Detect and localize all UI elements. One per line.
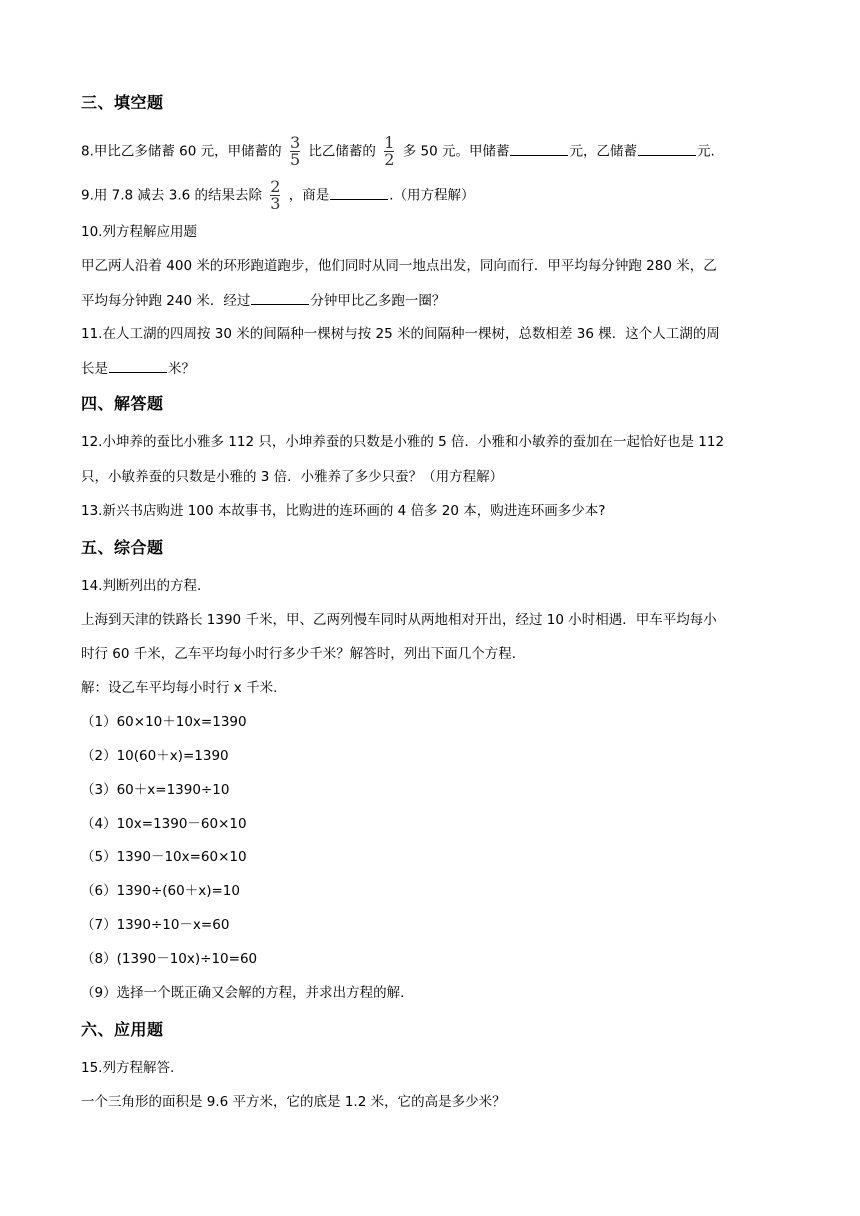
fraction-numerator: 1 bbox=[384, 133, 395, 152]
question-12-line-1: 12.小坤养的蚕比小雅多 112 只，小坤养蚕的只数是小雅的 5 倍．小雅和小敏养的蚕加在一起恰好也是 112 bbox=[81, 434, 725, 450]
q9-text-c: .（用方程解） bbox=[389, 187, 475, 204]
equation-item-6: （6）1390÷(60＋x)=10 bbox=[81, 883, 240, 899]
q8-text-d: 元，乙储蓄 bbox=[569, 143, 637, 160]
section-heading-comprehensive: 五、综合题 bbox=[81, 538, 164, 557]
question-13: 13.新兴书店购进 100 本故事书，比购进的连环画的 4 倍多 20 本，购进连环画多少本? bbox=[81, 503, 606, 519]
equation-item-4: （4）10x=1390－60×10 bbox=[81, 816, 247, 832]
answer-blank[interactable] bbox=[251, 290, 309, 305]
fraction-3-5 bbox=[289, 133, 301, 169]
question-14-title: 14.判断列出的方程. bbox=[81, 578, 202, 594]
equation-item-2: （2）10(60＋x)=1390 bbox=[81, 748, 229, 764]
equation-item-7: （7）1390÷10－x=60 bbox=[81, 917, 230, 933]
question-10-line-2 bbox=[81, 290, 445, 311]
question-15-line-1: 一个三角形的面积是 9.6 平方米，它的底是 1.2 米，它的高是多少米？ bbox=[81, 1094, 506, 1110]
fraction-1-2 bbox=[384, 133, 395, 169]
question-8 bbox=[81, 133, 715, 169]
answer-blank[interactable] bbox=[638, 141, 696, 156]
fraction-numerator: 2 bbox=[270, 177, 281, 196]
answer-blank[interactable] bbox=[109, 358, 167, 373]
q9-text-a: 9.用 7.8 减去 3.6 的结果去除 bbox=[81, 187, 262, 204]
question-9 bbox=[81, 177, 475, 213]
fraction-denominator: 3 bbox=[270, 194, 281, 213]
answer-blank[interactable] bbox=[330, 185, 388, 200]
q10-text-a: 平均每分钟跑 240 米．经过 bbox=[81, 293, 251, 309]
question-12-line-2: 只，小敏养蚕的只数是小雅的 3 倍．小雅养了多少只蚕？（用方程解） bbox=[81, 469, 504, 485]
q11-text-a: 长是 bbox=[81, 361, 108, 377]
question-10-line-1: 甲乙两人沿着 400 米的环形跑道跑步，他们同时从同一地点出发，同向而行．甲平均每分钟跑 280 米，乙 bbox=[81, 258, 717, 274]
question-14-line-1: 上海到天津的铁路长 1390 千米，甲、乙两列慢车同时从两地相对开出，经过 10 小时相遇．甲车平均每小 bbox=[81, 612, 717, 628]
q10-text-b: 分钟甲比乙多跑一圈？ bbox=[310, 293, 446, 309]
question-11-line-2 bbox=[81, 358, 195, 379]
question-15-title: 15.列方程解答. bbox=[81, 1060, 175, 1076]
answer-blank[interactable] bbox=[510, 141, 568, 156]
fraction-2-3 bbox=[270, 177, 281, 213]
section-heading-application: 六、应用题 bbox=[81, 1020, 164, 1039]
q8-text-e: 元. bbox=[696, 143, 715, 160]
q9-text-b: ，商是 bbox=[288, 187, 330, 204]
fraction-denominator: 5 bbox=[289, 150, 301, 169]
question-14-line-2: 时行 60 千米，乙车平均每小时行多少千米？解答时，列出下面几个方程. bbox=[81, 646, 517, 662]
q11-text-b: 米？ bbox=[168, 361, 195, 377]
equation-item-8: （8）(1390－10x)÷10=60 bbox=[81, 951, 258, 967]
question-14-solve: 解：设乙车平均每小时行 x 千米. bbox=[81, 680, 278, 696]
equation-item-3: （3）60＋x=1390÷10 bbox=[81, 782, 230, 798]
fraction-numerator: 3 bbox=[289, 133, 301, 152]
equation-item-1: （1）60×10＋10x=1390 bbox=[81, 714, 247, 730]
q8-text-a: 8.甲比乙多储蓄 60 元，甲储蓄的 bbox=[81, 143, 282, 160]
equation-item-5: （5）1390－10x=60×10 bbox=[81, 849, 247, 865]
fraction-denominator: 2 bbox=[384, 150, 395, 169]
equation-item-9: （9）选择一个既正确又会解的方程，并求出方程的解. bbox=[81, 985, 405, 1001]
q8-text-c: 多 50 元。甲储蓄 bbox=[402, 143, 510, 160]
section-heading-answer: 四、解答题 bbox=[81, 394, 164, 413]
section-heading-fill-in: 三、填空题 bbox=[81, 93, 164, 112]
q8-text-b: 比乙储蓄的 bbox=[308, 143, 376, 160]
question-10-title: 10.列方程解应用题 bbox=[81, 224, 197, 240]
question-11-line-1: 11.在人工湖的四周按 30 米的间隔种一棵树与按 25 米的间隔种一棵树，总数相差 36 棵．这个人工湖的周 bbox=[81, 326, 720, 342]
